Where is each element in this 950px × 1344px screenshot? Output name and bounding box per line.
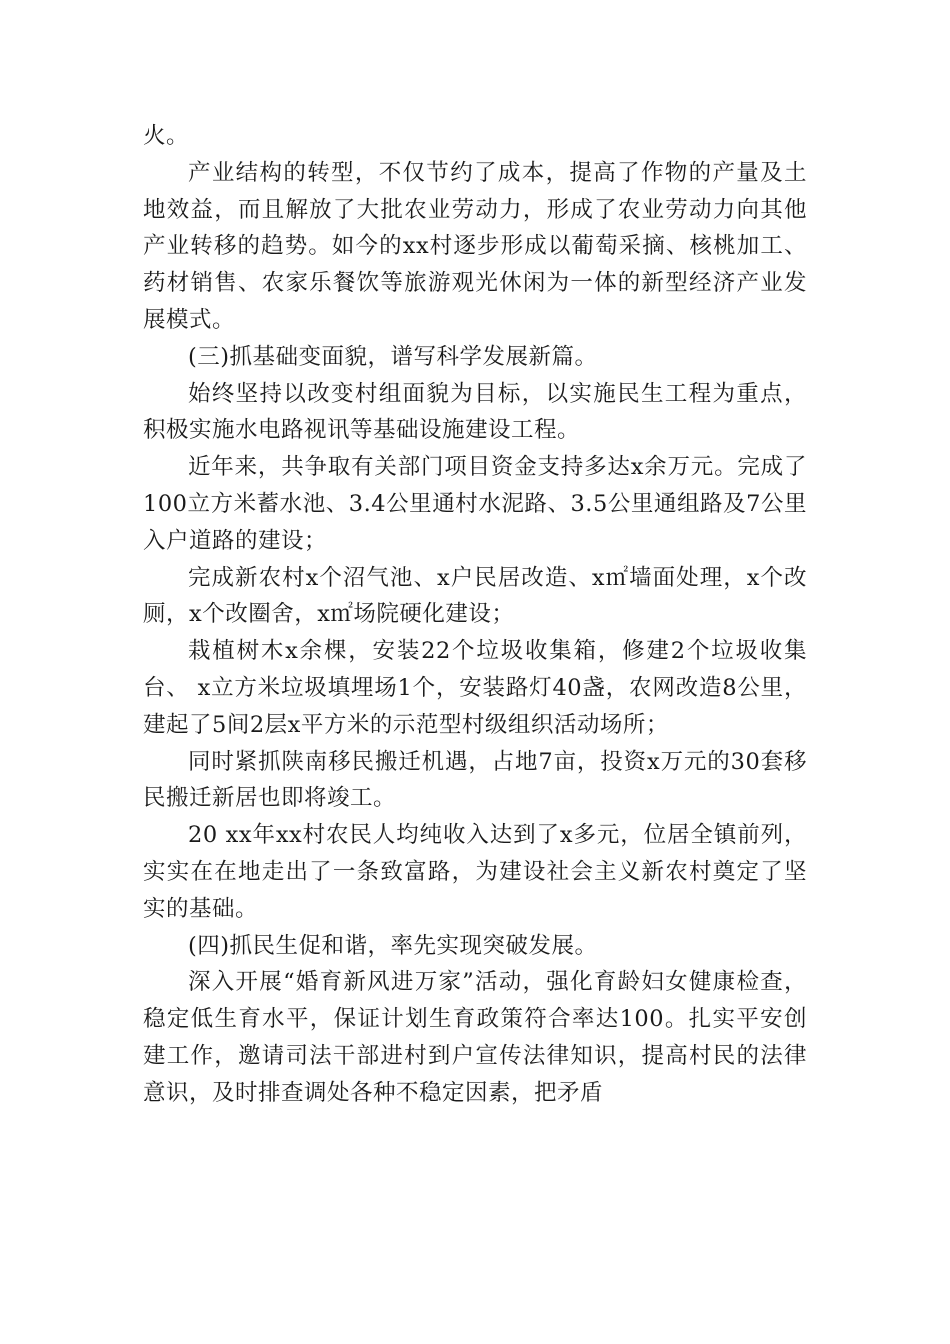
paragraph-trees-facilities: 栽植树木x余棵，安装22个垃圾收集箱，修建2个垃圾收集台、 x立方米垃圾填埋场1个，安装路灯40盏，农网改造8公里，建起了5间2层x平方米的示范型村级组织活动场所； [143, 638, 807, 738]
paragraph-project-funding: 近年来，共争取有关部门项目资金支持多达x余万元。完成了100立方米蓄水池、3.4公里通村水泥路、3.5公里通组路及7公里入户道路的建设； [143, 454, 807, 554]
section-heading-3: (三)抓基础变面貌，谱写科学发展新篇。 [188, 343, 598, 370]
paragraph-continued: 火。 [143, 123, 190, 149]
paragraph-relocation: 同时紧抓陕南移民搬迁机遇，占地7亩，投资x万元的30套移民搬迁新居也即将竣工。 [143, 748, 807, 812]
paragraph-livelihood: 深入开展“婚育新风进万家”活动，强化育龄妇女健康检查，稳定低生育水平，保证计划生育政策符合率达100。扎实平安创建工作，邀请司法干部进村到户宣传法律知识，提高村民的法律意识，及时排查调处各种不稳定因素，把矛盾 [143, 969, 807, 1106]
paragraph-new-village: 完成新农村x个沼气池、x户民居改造、x㎡墙面处理，x个改厕，x个改圈舍，x㎡场院硬化建设； [143, 564, 807, 628]
paragraph-industry-transformation: 产业结构的转型，不仅节约了成本，提高了作物的产量及土地效益，而且解放了大批农业劳动力，形成了农业劳动力向其他产业转移的趋势。如今的xx村逐步形成以葡萄采摘、核桃加工、药材销售、农家乐餐饮等旅游观光休闲为一体的新型经济产业发展模式。 [143, 159, 807, 333]
paragraph-infrastructure-goal: 始终坚持以改变村组面貌为目标，以实施民生工程为重点，积极实施水电路视讯等基础设施建设工程。 [143, 380, 807, 444]
paragraph-income: 20 xx年xx村农民人均纯收入达到了x多元，位居全镇前列，实实在在地走出了一条致富路，为建设社会主义新农村奠定了坚实的基础。 [143, 822, 807, 922]
section-heading-4: (四)抓民生促和谐，率先实现突破发展。 [188, 932, 598, 959]
document-body [143, 118, 807, 1112]
